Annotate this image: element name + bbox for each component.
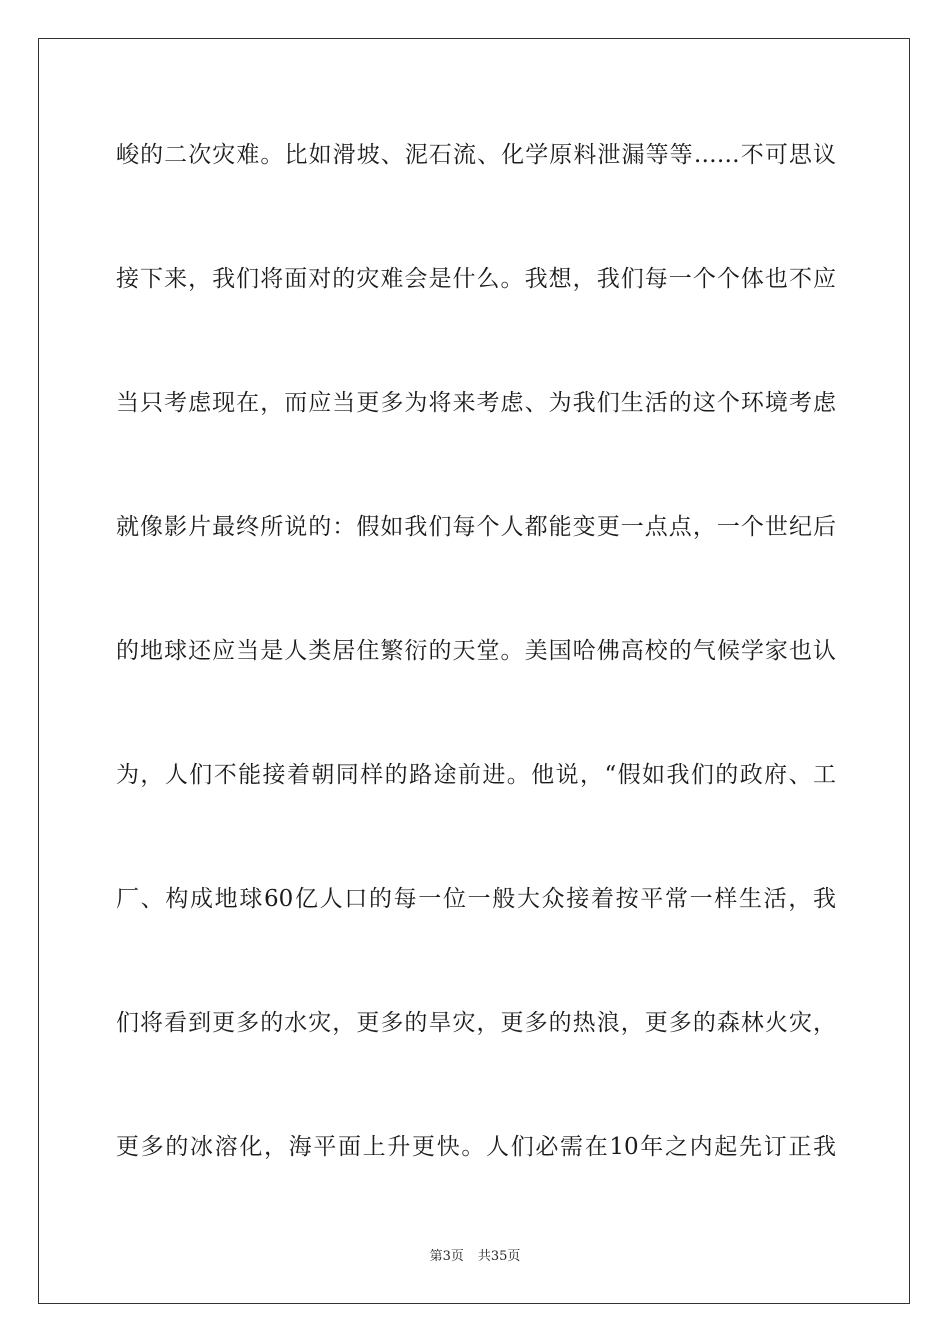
- text-line: 当只考虑现在，而应当更多为将来考虑、为我们生活的这个环境考虑: [116, 390, 836, 416]
- page-border: [38, 38, 910, 1304]
- text-line: 更多的冰溶化，海平面上升更快。人们必需在10年之内起先订正我: [116, 1134, 836, 1160]
- text-line: 厂、构成地球60亿人口的每一位一般大众接着按平常一样生活，我: [116, 886, 836, 912]
- text-line: 的地球还应当是人类居住繁衍的天堂。美国哈佛高校的气候学家也认: [116, 638, 836, 664]
- text-line: 峻的二次灾难。比如滑坡、泥石流、化学原料泄漏等等……不可思议: [116, 142, 836, 168]
- text-line: 接下来，我们将面对的灾难会是什么。我想，我们每一个个体也不应: [116, 266, 836, 292]
- text-line: 就像影片最终所说的：假如我们每个人都能变更一点点，一个世纪后: [116, 514, 836, 540]
- text-line: 为，人们不能接着朝同样的路途前进。他说，“假如我们的政府、工: [116, 762, 836, 788]
- page-footer: [0, 1248, 950, 1266]
- page-total: 共35页: [477, 1249, 521, 1264]
- page-number: 第3页: [429, 1249, 464, 1264]
- text-line: 们将看到更多的水灾，更多的旱灾，更多的热浪，更多的森林火灾，: [116, 1010, 836, 1036]
